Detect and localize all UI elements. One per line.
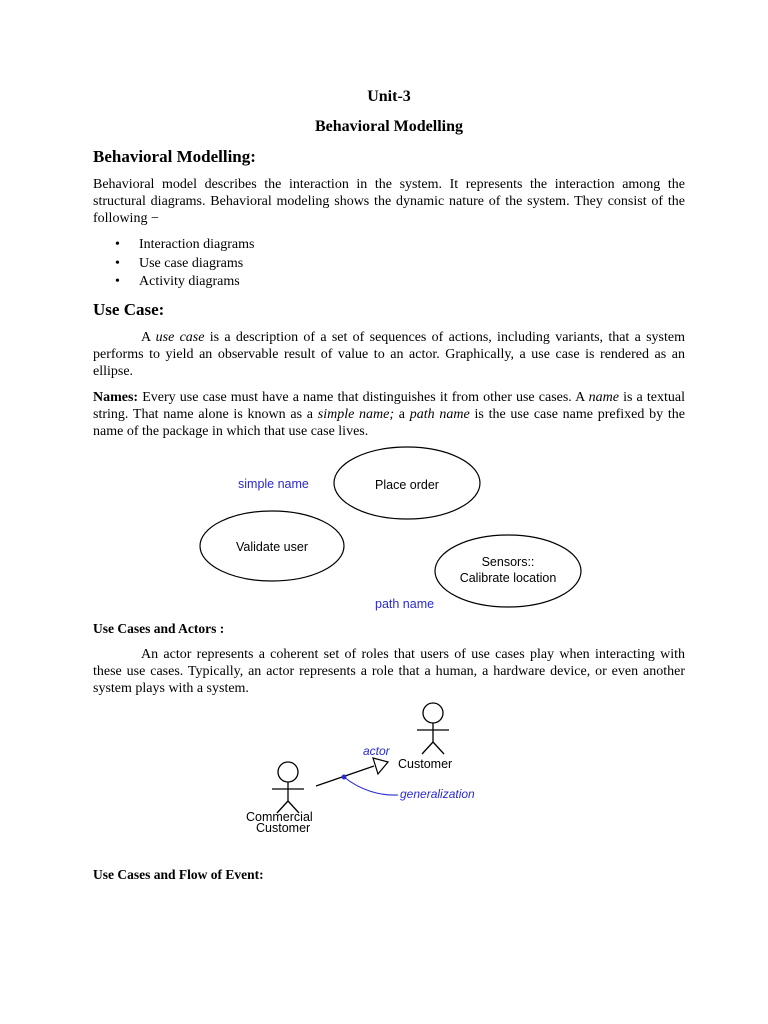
use-case-paragraph: A use case is a description of a set of sequences of actions, including variants, that a system performs to yield an observable result of value to an actor. Graphically, a use case is rendered as an ellipse. <box>93 330 685 379</box>
heading-use-cases-and-actors: Use Cases and Actors : <box>93 621 225 636</box>
commercial-label: Commercial <box>246 810 313 824</box>
heading-behavioral-modelling: Behavioral Modelling: <box>93 147 256 166</box>
names-paragraph: Names: Every use case must have a name that distinguishes it from other use cases. A name is a textual string. That name alone is known as a simple name; a path name is the use case name prefixed by the name of the package in which that use case lives. <box>93 390 685 439</box>
place-order-label: Place order <box>375 478 439 492</box>
generalization-pointer-curve <box>344 777 398 795</box>
generalization-arrowhead <box>373 758 388 774</box>
behavioral-paragraph: Behavioral model describes the interaction in the system. It represents the interaction among the structural diagrams. Behavioral modeling shows the dynamic nature of the system. They consist of the following − <box>93 177 685 226</box>
commercial-customer-label: Customer <box>256 821 311 835</box>
bullet-item: • Interaction diagrams <box>93 236 254 255</box>
page-subtitle: Behavioral Modelling <box>315 118 463 135</box>
actor-label: actor <box>363 744 390 758</box>
bullet-item: • Use case diagrams <box>93 255 254 274</box>
bullet-item: • Activity diagrams <box>93 273 254 292</box>
commercial-customer-actor-icon <box>272 762 304 813</box>
heading-flow-of-event: Use Cases and Flow of Event: <box>93 867 264 882</box>
generalization-label: generalization <box>400 787 475 801</box>
use-case-term: use case <box>155 330 205 345</box>
use-case-names-figure <box>190 445 590 615</box>
behavioral-bullet-list <box>93 236 254 292</box>
actors-figure <box>240 700 540 835</box>
customer-label: Customer <box>398 757 453 771</box>
heading-use-case: Use Case: <box>93 300 165 319</box>
path-name-label: path name <box>375 597 435 611</box>
names-label: Names: <box>93 390 139 405</box>
simple-name-label: simple name <box>238 477 309 491</box>
sensors-label-line1: Sensors:: <box>481 555 535 569</box>
unit-title: Unit-3 <box>367 88 411 105</box>
customer-actor-icon <box>417 703 449 754</box>
validate-user-label: Validate user <box>235 540 309 554</box>
sensors-label-line2: Calibrate location <box>459 571 557 585</box>
actors-paragraph: An actor represents a coherent set of roles that users of use cases play when interacting with these use cases. Typically, an actor represents a role that a human, a hardware device, or even another system plays with a system. <box>93 647 685 696</box>
